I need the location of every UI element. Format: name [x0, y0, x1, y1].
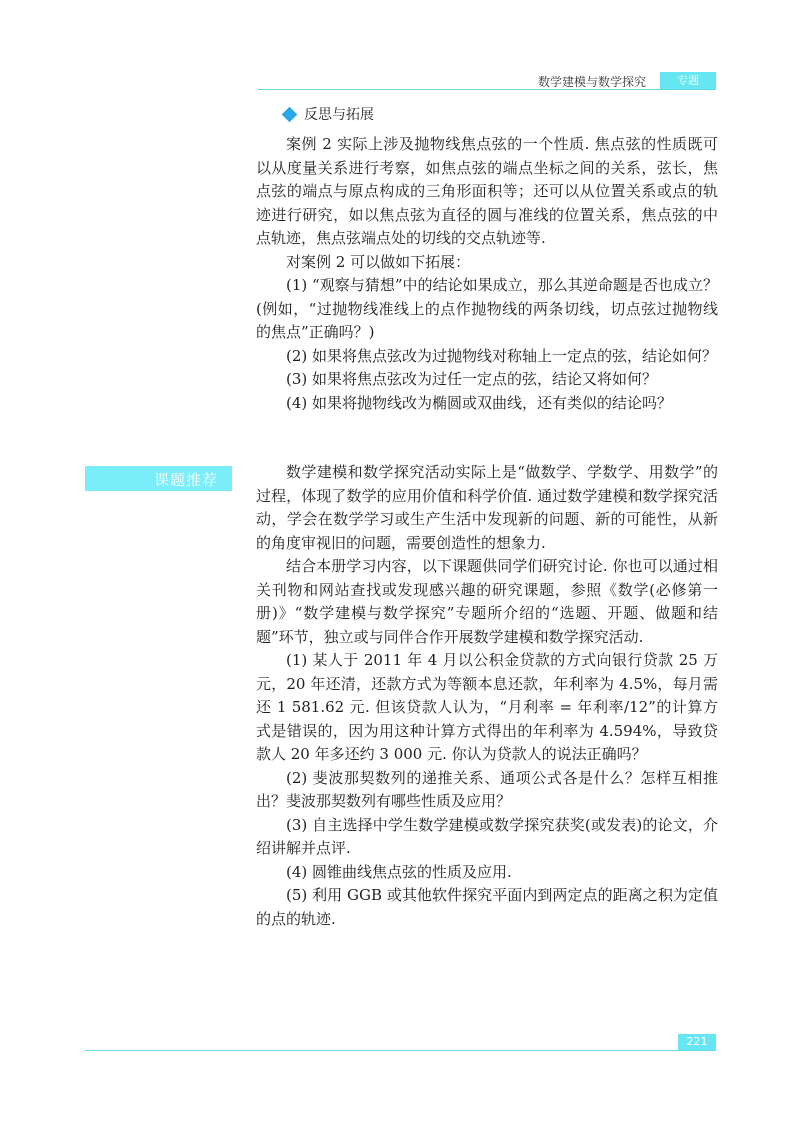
list-item: (2) 斐波那契数列的递推关系、通项公式各是什么？怎样互相推出？斐波那契数列有哪些性质及应用？	[256, 768, 718, 810]
reflection-body	[256, 133, 718, 415]
list-item: (5) 利用 GGB 或其他软件探究平面内到两定点的距离之积为定值的点的轨迹.	[256, 886, 718, 928]
list-item: (4) 圆锥曲线焦点弦的性质及应用.	[286, 862, 512, 881]
section-heading-reflection	[284, 104, 374, 124]
list-item: (2) 如果将焦点弦改为过抛物线对称轴上一定点的弦，结论如何？	[286, 346, 718, 365]
list-item: (3) 自主选择中学生数学建模或数学探究获奖(或发表)的论文，介绍讲解并点评.	[256, 815, 718, 857]
paragraph: 对案例 2 可以做如下拓展：	[286, 252, 471, 271]
section-heading-text: 反思与拓展	[304, 107, 374, 123]
paragraph: 数学建模和数学探究活动实际上是“做数学、学数学、用数学”的过程，体现了数学的应用价值和科学价值. 通过数学建模和数学探究活动，学会在数学学习或生产生活中发现新的问题、新的可能性，从新的角度审视旧的问题，需要创造性的想象力.	[256, 463, 718, 552]
list-item: (1) 某人于 2011 年 4 月以公积金贷款的方式向银行贷款 25 万元，20 年还清，还款方式为等额本息还款，年利率为 4.5%，每月需还 1 581.62 元. 但该贷款人认为，“月利率 = 年利率/12”的计算方式是错误的，因为用这种计算方式得出的年利率为 4.594%，导致贷款人 20 年多还约 3 000 元. 你认为贷款人的说法正确吗？	[256, 651, 718, 763]
paragraph: 结合本册学习内容，以下课题供同学们研究讨论. 你也可以通过相关刊物和网站查找或发现感兴趣的研究课题，参照《数学(必修第一册)》“数学建模与数学探究”专题所介绍的“选题、开题、做题和结题”环节，独立或与同伴合作开展数学建模和数学探究活动.	[256, 557, 718, 646]
list-item: (3) 如果将焦点弦改为过任一定点的弦，结论又将如何？	[286, 370, 658, 388]
list-item: (4) 如果将抛物线改为椭圆或双曲线，还有类似的结论吗？	[286, 393, 673, 412]
side-label-box	[85, 466, 232, 491]
running-header-tag: 专题	[660, 72, 716, 89]
paragraph: 案例 2 实际上涉及抛物线焦点弦的一个性质. 焦点弦的性质既可以从度量关系进行考察，如焦点弦的端点坐标之间的关系，弦长，焦点弦的端点与原点构成的三角形面积等；还可以从位置关系或点的轨迹进行研究，如以焦点弦为直径的圆与准线的位置关系，焦点弦的中点轨迹，焦点弦端点处的切线的交点轨迹等.	[256, 135, 718, 247]
header-rule	[258, 89, 716, 90]
topics-body	[256, 461, 718, 931]
side-label-text: 课题推荐	[153, 471, 218, 489]
running-header-title: 数学建模与数学探究	[538, 75, 647, 89]
footer-rule	[85, 1050, 716, 1051]
page-number: 221	[678, 1034, 716, 1050]
list-item: (1) “观察与猜想”中的结论如果成立，那么其逆命题是否也成立？(例如，“过抛物线准线上的点作抛物线的两条切线，切点弦过抛物线的焦点”正确吗？)	[256, 276, 718, 341]
diamond-bullet-icon	[282, 106, 298, 122]
